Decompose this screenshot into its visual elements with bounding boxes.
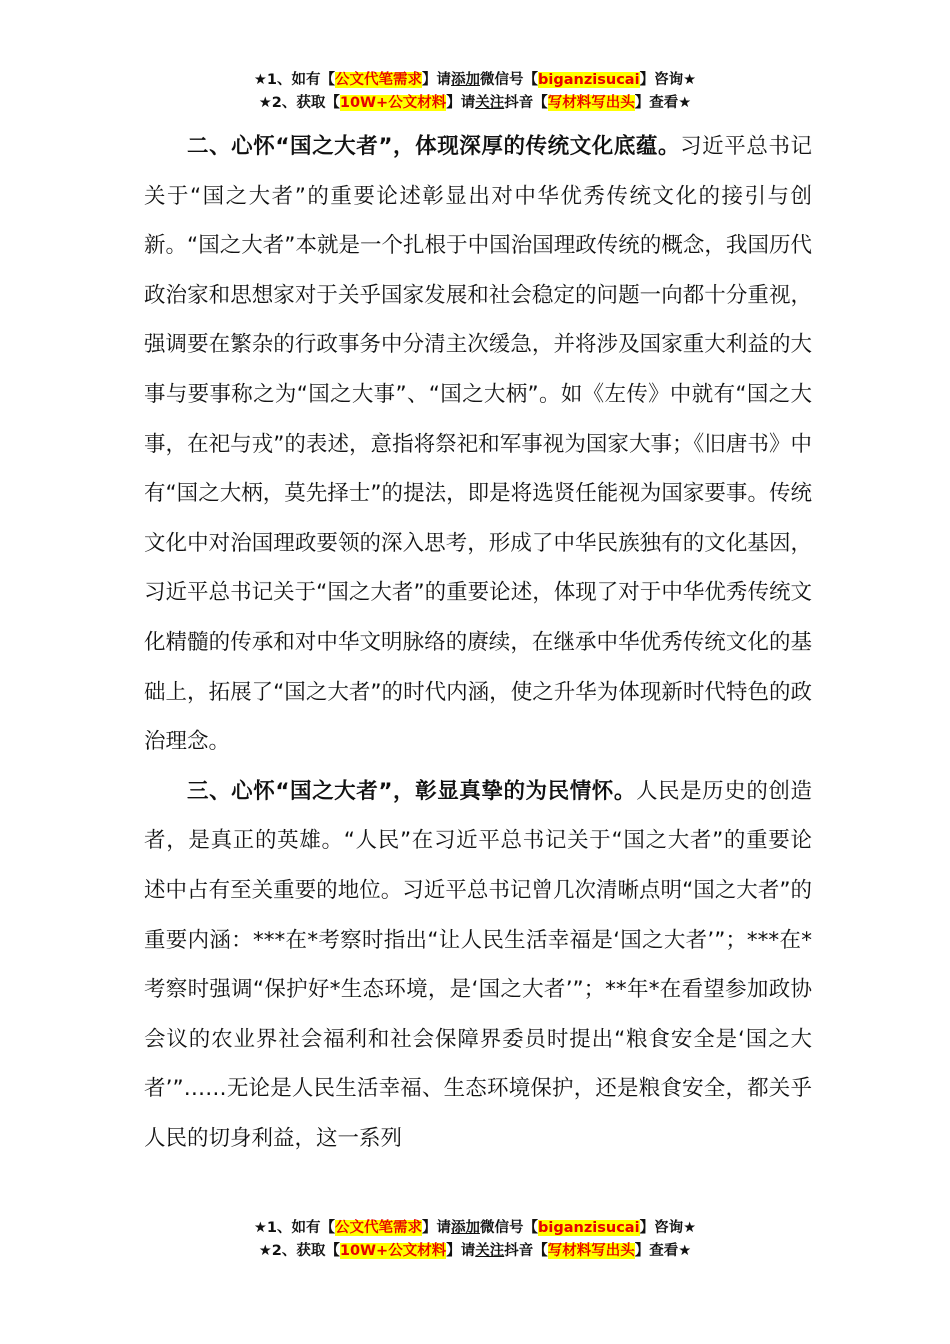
document-body <box>144 122 812 1163</box>
banner-highlight: biganzisucai <box>538 1220 640 1236</box>
banner-text: ★2、获取【 <box>258 1243 340 1259</box>
banner-highlight: 10W+公文材料 <box>339 95 447 111</box>
banner-line-2 <box>0 92 950 115</box>
banner-text: 】咨询★ <box>639 72 697 88</box>
banner-text: 微信号【 <box>480 72 539 88</box>
banner-text: 】咨询★ <box>639 1220 697 1236</box>
banner-highlight: biganzisucai <box>538 72 640 88</box>
paragraph-heading: 三、心怀“国之大者”，彰显真挚的为民情怀。 <box>187 778 636 804</box>
banner-underline: 添加 <box>451 72 481 88</box>
banner-text: 】查看★ <box>634 1243 692 1259</box>
paragraph-text: 习近平总书记关于“国之大者”的重要论述彰显出对中华优秀传统文化的接引与创新。“国之大者”本就是一个扎根于中国治国理政传统的概念，我国历代政治家和思想家对于关乎国家发展和社会稳定的问题一向都十分重视，强调要在繁杂的行政事务中分清主次缓急，并将涉及国家重大利益的大事与要事称之为“国之大事”、“国之大柄”。如《左传》中就有“国之大事，在祀与戎”的表述，意指将祭祀和军事视为国家大事；《旧唐书》中有“国之大柄，莫先择士”的提法，即是将选贤任能视为国家要事。传统文化中对治国理政要领的深入思考，形成了中华民族独有的文化基因，习近平总书记关于“国之大者”的重要论述，体现了对于中华优秀传统文化精髓的传承和对中华文明脉络的赓续，在继承中华优秀传统文化的基础上，拓展了“国之大者”的时代内涵，使之升华为体现新时代特色的政治理念。 <box>144 134 812 755</box>
banner-text: ★2、获取【 <box>258 95 340 111</box>
header-banner <box>0 69 950 115</box>
banner-underline: 添加 <box>451 1220 481 1236</box>
banner-text: 抖音【 <box>504 1243 548 1259</box>
banner-highlight: 10W+公文材料 <box>339 1243 447 1259</box>
banner-line-2 <box>0 1240 950 1263</box>
banner-line-1 <box>0 69 950 92</box>
banner-underline: 关注 <box>475 1243 505 1259</box>
banner-text: 】请 <box>446 1243 476 1259</box>
banner-text: ★1、如有【 <box>253 1220 336 1236</box>
banner-text: 】查看★ <box>634 95 692 111</box>
paragraph-text: 人民是历史的创造者，是真正的英雄。“人民”在习近平总书记关于“国之大者”的重要论述中占有至关重要的地位。习近平总书记曾几次清晰点明“国之大者”的重要内涵：***在*考察时指出“让人民生活幸福是‘国之大者’”；***在*考察时强调“保护好*生态环境，是‘国之大者’”；**年*在看望参加政协会议的农业界社会福利和社会保障界委员时提出“粮食安全是‘国之大者’”……无论是人民生活幸福、生态环境保护，还是粮食安全，都关乎人民的切身利益，这一系列 <box>144 778 812 1151</box>
banner-text: 抖音【 <box>504 95 548 111</box>
banner-highlight: 公文代笔需求 <box>335 1220 423 1236</box>
banner-text: 】请 <box>446 95 476 111</box>
banner-highlight: 写材料写出头 <box>547 95 635 111</box>
banner-text: 】请 <box>422 1220 452 1236</box>
paragraph-heading: 二、心怀“国之大者”，体现深厚的传统文化底蕴。 <box>187 134 681 159</box>
banner-line-1 <box>0 1217 950 1240</box>
banner-text: ★1、如有【 <box>253 72 336 88</box>
banner-highlight: 写材料写出头 <box>547 1243 635 1259</box>
banner-highlight: 公文代笔需求 <box>335 72 423 88</box>
banner-text: 微信号【 <box>480 1220 539 1236</box>
footer-banner <box>0 1217 950 1263</box>
banner-underline: 关注 <box>475 95 505 111</box>
paragraph-2 <box>144 122 812 767</box>
paragraph-3 <box>144 767 812 1164</box>
banner-text: 】请 <box>422 72 452 88</box>
